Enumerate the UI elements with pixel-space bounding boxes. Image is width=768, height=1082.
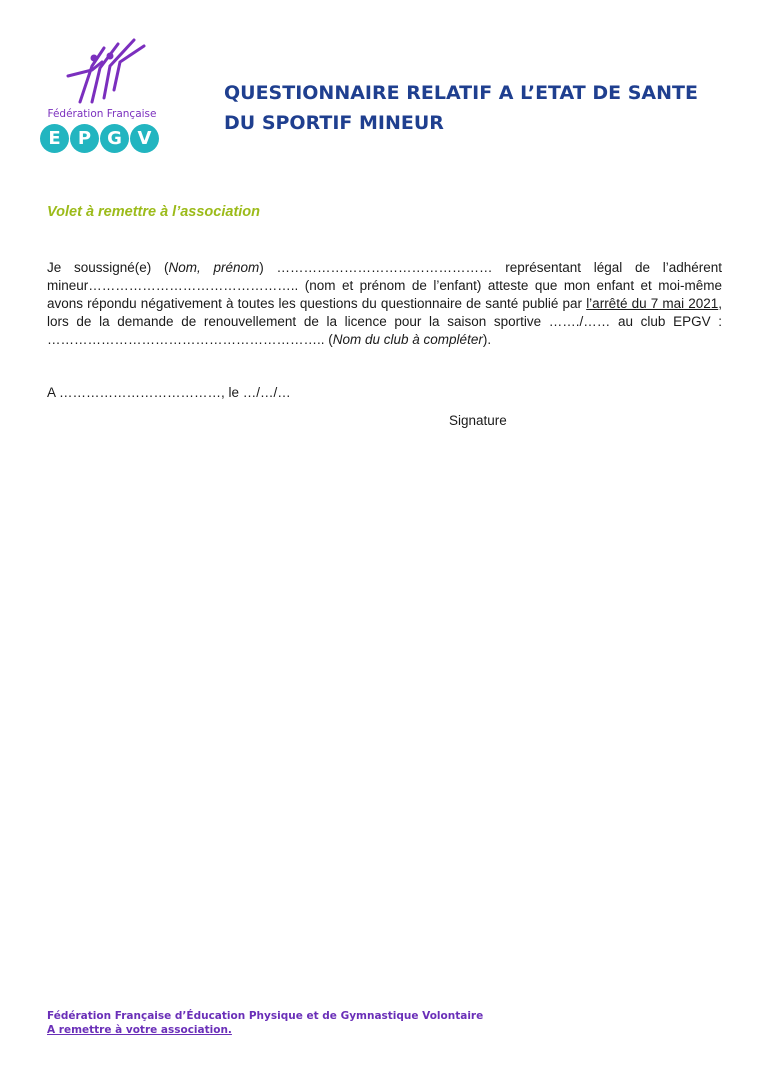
logo-letter-g: G — [100, 124, 129, 153]
para-italic-club: Nom du club à compléter — [332, 332, 483, 347]
signature-label: Signature — [449, 413, 507, 428]
section-heading: Volet à remettre à l’association — [47, 204, 261, 220]
document-title: QUESTIONNAIRE RELATIF A L’ETAT DE SANTE DU SPORTIF MINEUR — [224, 82, 698, 134]
logo-letter-e: E — [40, 124, 69, 153]
para-text: ) ………………………………………… représentant légal de l’adhérent mineur……………………………………….. (nom et prénom de l’enfant) atteste que mon enfant et moi-même avons répondu négativement à toutes les questions du questionnaire de santé publié par — [47, 260, 723, 311]
para-italic-name: Nom, prénom — [168, 260, 260, 275]
logo-letter-v: V — [130, 124, 159, 153]
logo-letter-p: P — [70, 124, 99, 153]
logo-subtitle: Fédération Française — [47, 108, 157, 120]
gymnast-figures-icon — [62, 36, 152, 108]
footer-instruction: A remettre à votre association. — [47, 1024, 232, 1036]
para-text: Je soussigné(e) ( — [47, 260, 169, 275]
footer-organization: Fédération Française d’Éducation Physique et de Gymnastique Volontaire — [47, 1010, 484, 1022]
footer — [47, 1009, 483, 1037]
attestation-paragraph — [47, 259, 722, 349]
decree-reference-link[interactable]: l’arrêté du 7 mai 2021 — [586, 296, 719, 311]
place-date-line: A ………………………………, le …/…/… — [47, 385, 291, 400]
federation-logo — [40, 36, 160, 156]
para-text: ). — [482, 332, 492, 347]
logo-letters — [40, 124, 159, 153]
para-text: , lors de la demande de renouvellement de la licence pour la saison sportive ……./…… au club EPGV : …………………………………………………….. ( — [47, 296, 723, 347]
